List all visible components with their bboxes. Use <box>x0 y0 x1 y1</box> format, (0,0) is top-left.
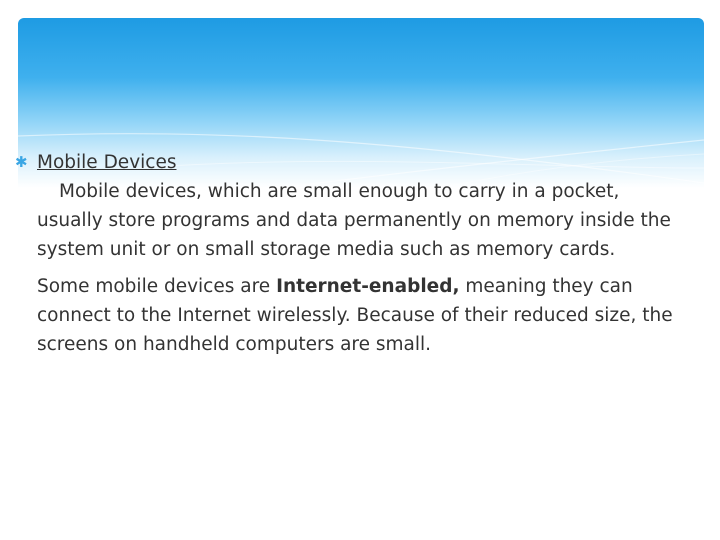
paragraph-1-text: Mobile devices, which are small enough to carry in a pocket, usually store programs and data permanently on memory inside the system unit or on small storage media such as memory cards. <box>37 181 671 260</box>
paragraph-mobile-devices <box>37 177 677 264</box>
paragraph-2-rest: meaning they can connect to the Internet wirelessly. Because of their reduced size, the screens on handheld computers are small. <box>37 276 673 355</box>
slide-content <box>15 148 677 359</box>
paragraph-2-lead: Some mobile devices are <box>37 276 277 297</box>
section-heading: Mobile Devices <box>37 152 177 173</box>
bullet-item <box>15 148 677 177</box>
asterisk-bullet-icon: ✱ <box>15 153 28 171</box>
paragraph-internet-enabled <box>37 272 677 359</box>
internet-enabled-term: Internet-enabled, <box>276 276 460 297</box>
